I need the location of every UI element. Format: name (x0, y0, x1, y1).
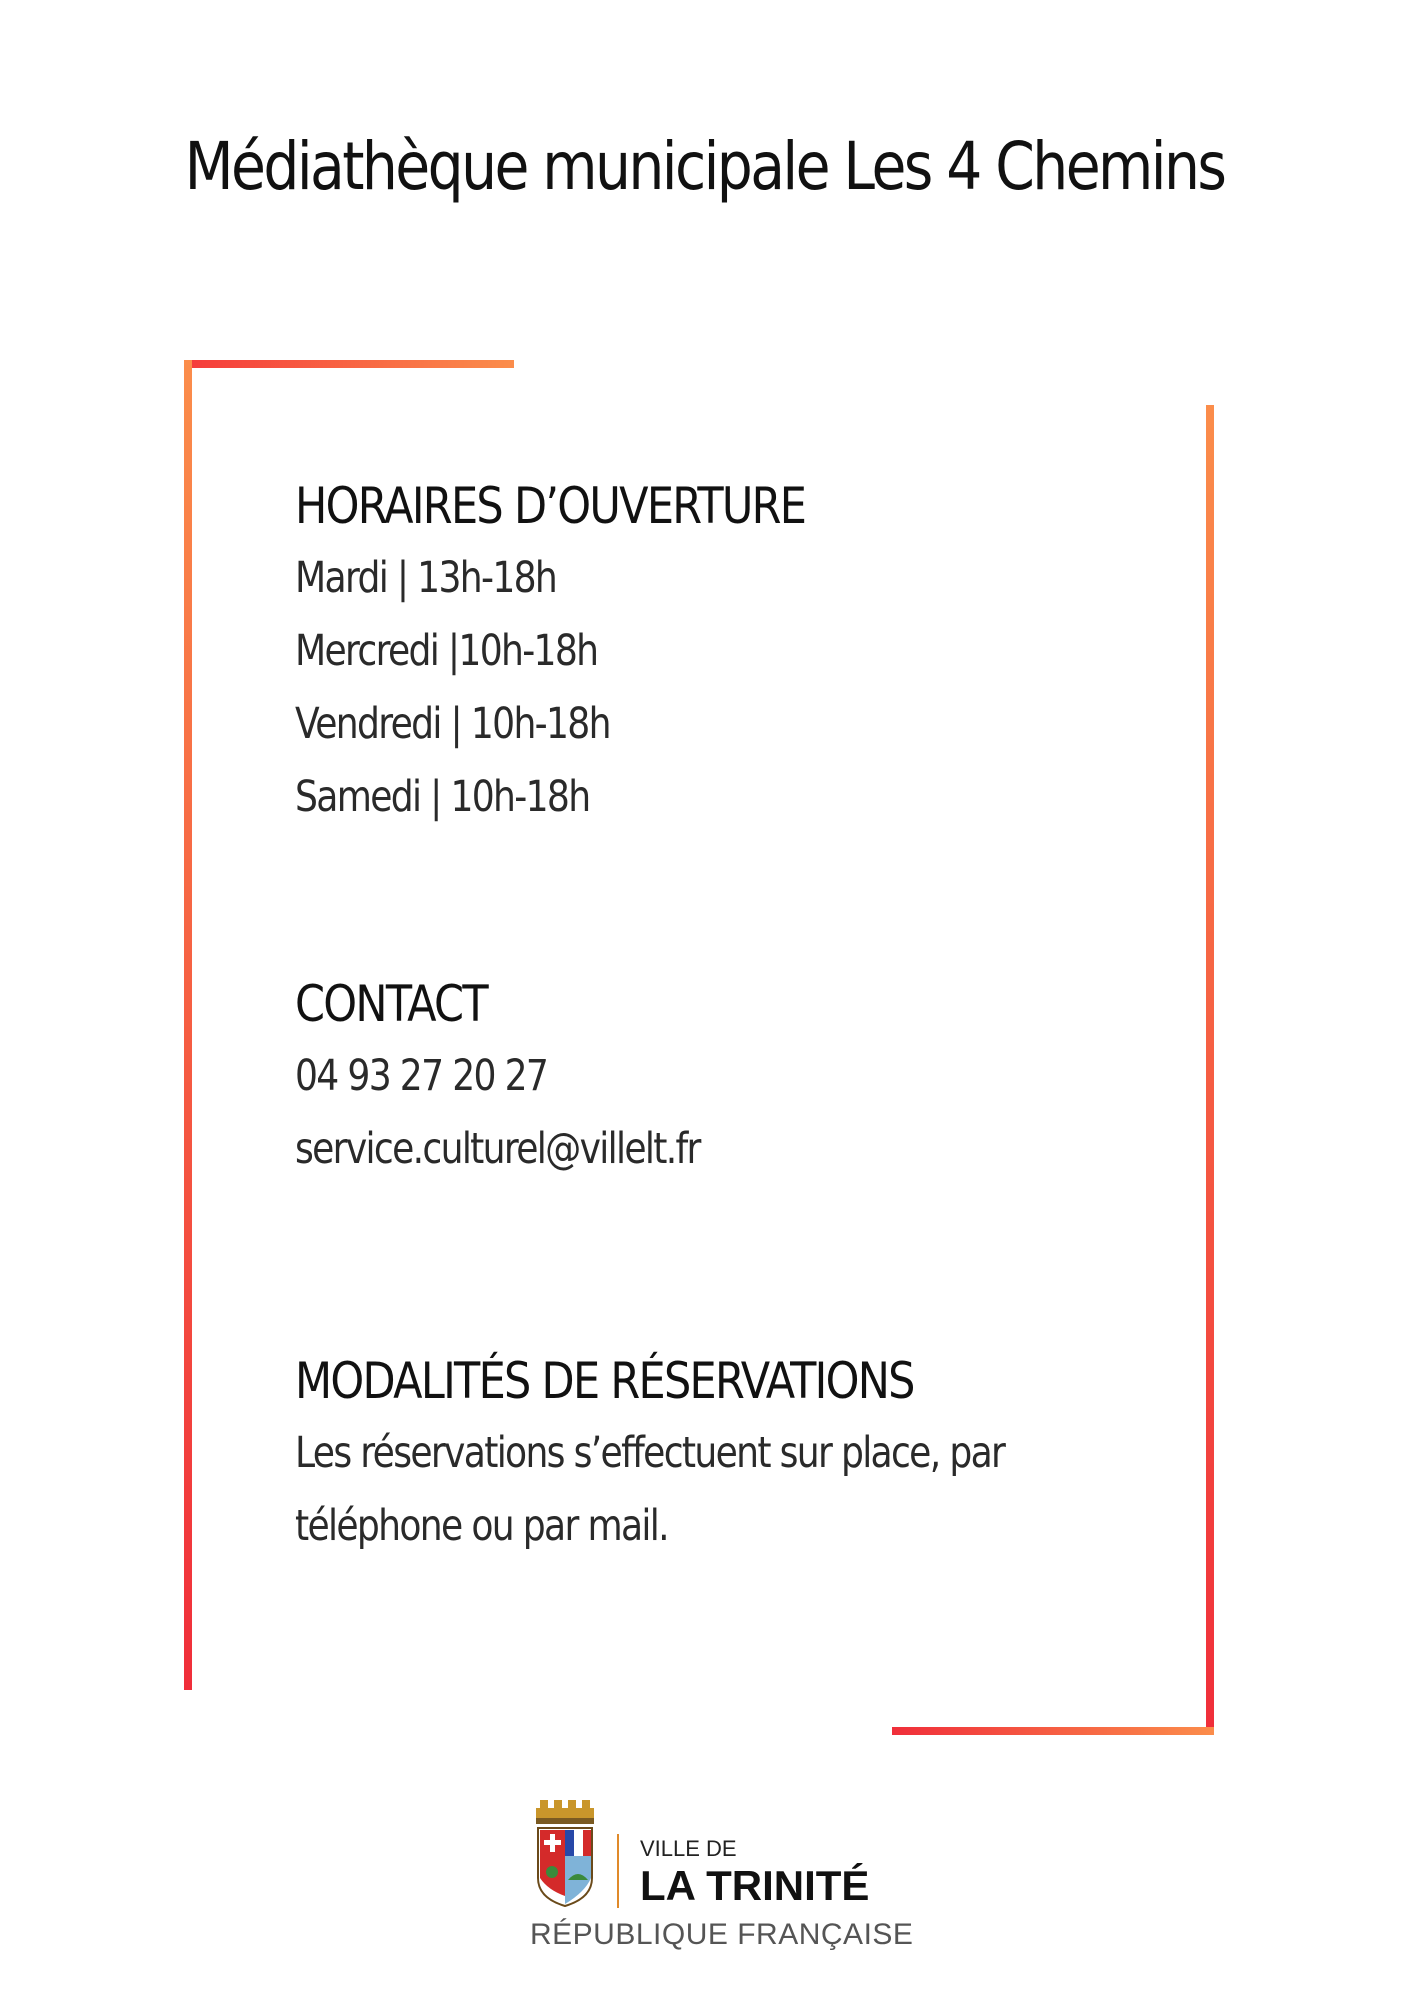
contact-heading: CONTACT (295, 975, 487, 1033)
coat-of-arms-icon (530, 1800, 600, 1910)
reservations-heading: MODALITÉS DE RÉSERVATIONS (295, 1352, 914, 1410)
footer-logo (530, 1800, 914, 1970)
frame-right-line (1206, 405, 1214, 1735)
logo-town-name: LA TRINITÉ (640, 1862, 870, 1909)
logo-divider (617, 1834, 619, 1908)
opening-hours-heading: HORAIRES D’OUVERTURE (295, 477, 806, 535)
reservations-text-line-1: Les réservations s’effectuent sur place, par (295, 1428, 1005, 1478)
reservations-section (295, 1345, 1115, 1563)
contact-email: service.culturel@villelt.fr (295, 1124, 700, 1174)
reservations-text-line-2: téléphone ou par mail. (295, 1501, 668, 1551)
hours-line-friday: Vendredi | 10h-18h (295, 699, 610, 749)
page-title: Médiathèque municipale Les 4 Chemins (184, 128, 1225, 205)
frame-top-line (184, 360, 514, 368)
contact-section (295, 968, 1115, 1186)
hours-line-saturday: Samedi | 10h-18h (295, 772, 590, 822)
contact-phone: 04 93 27 20 27 (295, 1051, 548, 1101)
frame-left-line (184, 360, 192, 1690)
logo-ville-de: VILLE DE (640, 1836, 737, 1861)
opening-hours-section (295, 470, 1115, 834)
hours-line-tuesday: Mardi | 13h-18h (295, 553, 557, 603)
frame-bottom-line (892, 1727, 1214, 1735)
logo-republique-francaise: RÉPUBLIQUE FRANÇAISE (530, 1918, 914, 1951)
hours-line-wednesday: Mercredi |10h-18h (295, 626, 598, 676)
